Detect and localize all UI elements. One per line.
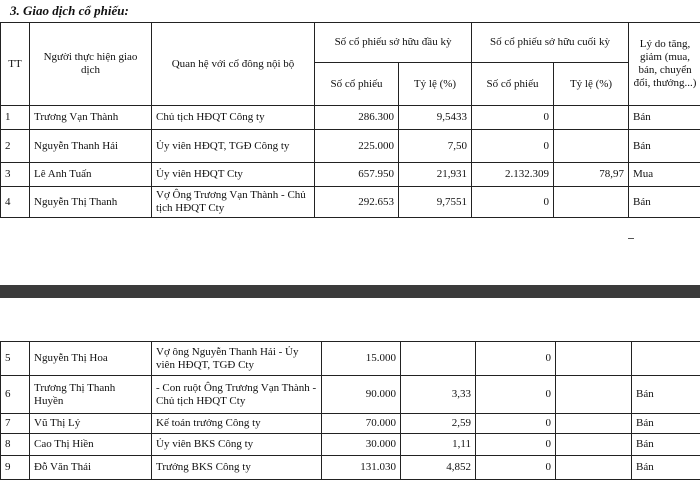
cell-end-ratio xyxy=(556,434,632,456)
cell-end-shares: 0 xyxy=(472,130,554,163)
table-row xyxy=(1,187,700,218)
cell-end-ratio xyxy=(554,106,629,130)
cell-relation: Trưởng BKS Công ty xyxy=(152,456,322,480)
cell-start-shares: 292.653 xyxy=(315,187,399,218)
cell-start-ratio xyxy=(401,342,476,376)
table-row xyxy=(1,456,700,480)
section-title: 3. Giao dịch cổ phiếu: xyxy=(10,3,129,18)
cell-end-shares: 2.132.309 xyxy=(472,163,554,187)
cell-end-shares: 0 xyxy=(476,434,556,456)
cell-end-ratio xyxy=(556,342,632,376)
table-row xyxy=(1,414,700,434)
cell-end-shares: 0 xyxy=(476,376,556,414)
header-start-group: Số cổ phiếu sở hữu đầu kỳ xyxy=(315,23,472,63)
cell-end-shares: 0 xyxy=(472,106,554,130)
cell-relation: Ủy viên HĐQT Cty xyxy=(152,163,315,187)
cell-relation: Ủy viên HĐQT, TGĐ Công ty xyxy=(152,130,315,163)
cell-reason: Bán xyxy=(632,456,700,480)
cell-start-ratio: 4,852 xyxy=(401,456,476,480)
cell-start-shares: 70.000 xyxy=(322,414,401,434)
cell-start-shares: 225.000 xyxy=(315,130,399,163)
header-start-shares: Số cổ phiếu xyxy=(315,63,399,106)
cell-start-shares: 90.000 xyxy=(322,376,401,414)
cell-name: Nguyễn Thị Hoa xyxy=(30,342,152,376)
table-row xyxy=(1,342,700,376)
cell-reason: Bán xyxy=(632,434,700,456)
cell-start-ratio: 7,50 xyxy=(399,130,472,163)
cell-reason: Bán xyxy=(632,376,700,414)
cell-end-ratio xyxy=(554,130,629,163)
cell-relation: Vợ Ông Trương Vạn Thành - Chủ tịch HĐQT Cty xyxy=(152,187,315,218)
cell-tt: 7 xyxy=(1,414,30,434)
header-relation: Quan hệ với cổ đông nội bộ xyxy=(152,23,315,106)
table-row xyxy=(1,434,700,456)
table-row xyxy=(1,376,700,414)
cell-name: Nguyễn Thị Thanh xyxy=(30,187,152,218)
cell-reason: Bán xyxy=(629,187,700,218)
cell-relation: - Con ruột Ông Trương Vạn Thành - Chủ tịch HĐQT Cty xyxy=(152,376,322,414)
cell-tt: 9 xyxy=(1,456,30,480)
cell-end-ratio xyxy=(554,187,629,218)
cell-start-shares: 657.950 xyxy=(315,163,399,187)
table-row xyxy=(1,163,700,187)
cell-start-ratio: 1,11 xyxy=(401,434,476,456)
cell-start-ratio: 3,33 xyxy=(401,376,476,414)
cell-start-ratio: 21,931 xyxy=(399,163,472,187)
transactions-table-page-1 xyxy=(0,22,700,218)
cell-end-shares: 0 xyxy=(472,187,554,218)
table-row xyxy=(1,106,700,130)
scan-mark xyxy=(628,238,634,239)
cell-start-ratio: 9,5433 xyxy=(399,106,472,130)
header-end-shares: Số cổ phiếu xyxy=(472,63,554,106)
cell-relation: Ủy viên BKS Công ty xyxy=(152,434,322,456)
cell-tt: 4 xyxy=(1,187,30,218)
header-end-ratio: Tỷ lệ (%) xyxy=(554,63,629,106)
cell-name: Đỗ Văn Thái xyxy=(30,456,152,480)
page-break-bar xyxy=(0,285,700,298)
cell-end-ratio xyxy=(556,376,632,414)
cell-tt: 2 xyxy=(1,130,30,163)
cell-reason: Bán xyxy=(632,414,700,434)
cell-name: Lê Anh Tuấn xyxy=(30,163,152,187)
cell-end-shares: 0 xyxy=(476,414,556,434)
cell-relation: Vợ ông Nguyễn Thanh Hải - Ủy viên HĐQT, TGĐ Cty xyxy=(152,342,322,376)
cell-name: Trương Thị Thanh Huyền xyxy=(30,376,152,414)
header-start-ratio: Tỷ lệ (%) xyxy=(399,63,472,106)
cell-end-shares: 0 xyxy=(476,456,556,480)
cell-start-shares: 30.000 xyxy=(322,434,401,456)
cell-reason: Bán xyxy=(629,106,700,130)
cell-start-shares: 286.300 xyxy=(315,106,399,130)
cell-reason: Mua xyxy=(629,163,700,187)
cell-name: Nguyễn Thanh Hải xyxy=(30,130,152,163)
header-end-group: Số cổ phiếu sở hữu cuối kỳ xyxy=(472,23,629,63)
cell-name: Trương Vạn Thành xyxy=(30,106,152,130)
cell-start-ratio: 9,7551 xyxy=(399,187,472,218)
cell-relation: Kế toán trưởng Công ty xyxy=(152,414,322,434)
cell-end-ratio xyxy=(556,456,632,480)
header-tt: TT xyxy=(1,23,30,106)
cell-tt: 1 xyxy=(1,106,30,130)
cell-end-ratio xyxy=(556,414,632,434)
cell-reason xyxy=(632,342,700,376)
cell-start-shares: 15.000 xyxy=(322,342,401,376)
cell-name: Vũ Thị Lý xyxy=(30,414,152,434)
cell-start-ratio: 2,59 xyxy=(401,414,476,434)
cell-start-shares: 131.030 xyxy=(322,456,401,480)
transactions-table-page-2 xyxy=(0,341,700,480)
cell-end-ratio: 78,97 xyxy=(554,163,629,187)
cell-tt: 8 xyxy=(1,434,30,456)
header-reason: Lý do tăng, giảm (mua, bán, chuyển đổi, thưởng...) xyxy=(629,23,700,106)
cell-end-shares: 0 xyxy=(476,342,556,376)
cell-tt: 5 xyxy=(1,342,30,376)
cell-name: Cao Thị Hiền xyxy=(30,434,152,456)
cell-relation: Chủ tịch HĐQT Công ty xyxy=(152,106,315,130)
cell-tt: 6 xyxy=(1,376,30,414)
cell-tt: 3 xyxy=(1,163,30,187)
cell-reason: Bán xyxy=(629,130,700,163)
header-person: Người thực hiện giao dịch xyxy=(30,23,152,106)
table-row xyxy=(1,130,700,163)
